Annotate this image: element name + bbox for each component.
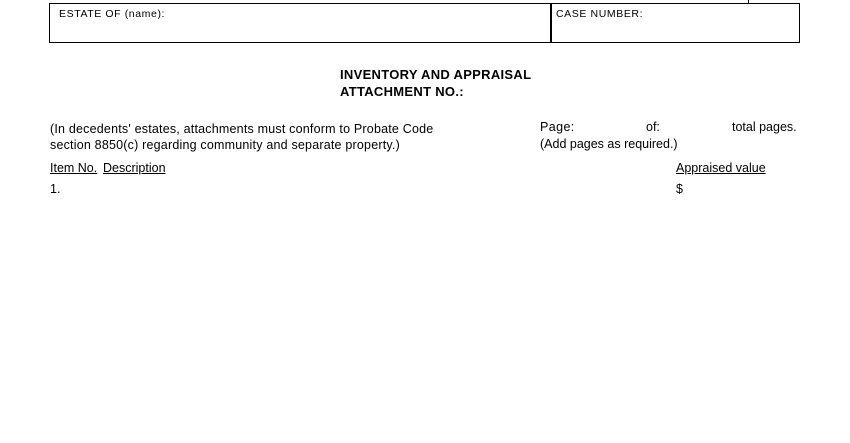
- estate-of-name-label: ESTATE OF (name):: [59, 8, 166, 20]
- add-pages-note: (Add pages as required.): [540, 137, 678, 151]
- estate-case-header: [49, 3, 800, 43]
- case-number-label: CASE NUMBER:: [556, 8, 644, 20]
- total-pages-label: total pages.: [732, 120, 797, 134]
- currency-symbol: $: [676, 182, 683, 196]
- of-label: of:: [646, 120, 660, 134]
- note-line-2: section 8850(c) regarding community and separate property.): [50, 138, 400, 152]
- page-label: Page:: [540, 120, 575, 134]
- title-line-1: INVENTORY AND APPRAISAL: [340, 67, 532, 82]
- item-no-header: Item No.: [50, 161, 98, 175]
- header-divider: [550, 4, 552, 42]
- probate-code-note: [50, 121, 433, 153]
- description-header: Description: [103, 161, 166, 175]
- appraised-value-header: Appraised value: [676, 161, 766, 175]
- note-line-1: (In decedents' estates, attachments must conform to Probate Code: [50, 122, 434, 136]
- title-line-2: ATTACHMENT NO.:: [340, 84, 464, 99]
- item-number: 1.: [50, 182, 61, 196]
- form-title: [340, 66, 531, 100]
